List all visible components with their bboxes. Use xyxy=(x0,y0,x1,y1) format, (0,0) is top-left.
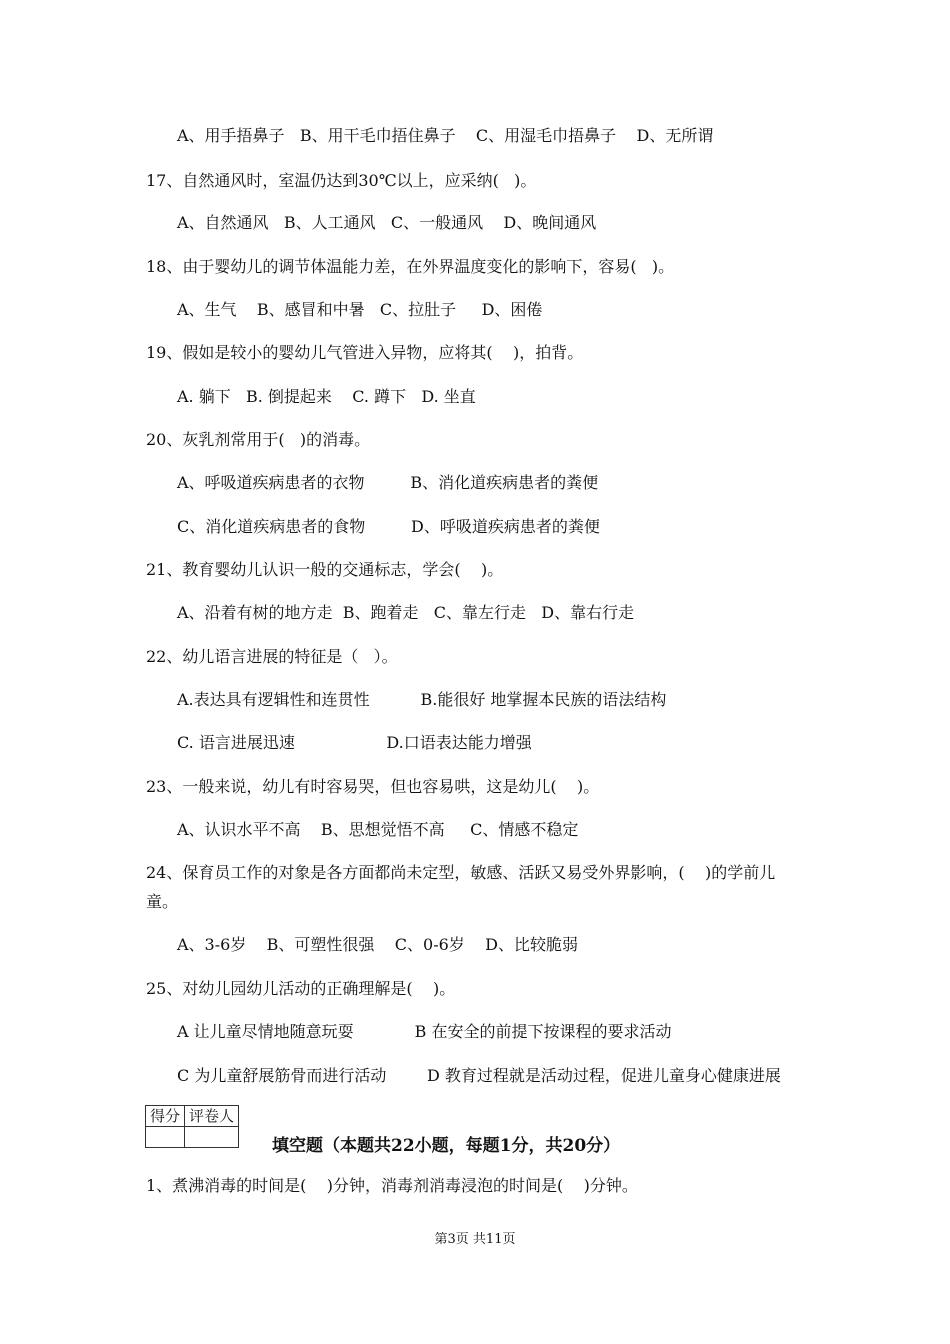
option-line: A、生气 B、感冒和中暑 C、拉肚子 D、困倦 xyxy=(177,300,543,319)
question-line: 19、假如是较小的婴幼儿气管进入异物，应将其( )，拍背。 xyxy=(146,343,584,362)
question-line: 17、自然通风时，室温仍达到30℃以上，应采纳( )。 xyxy=(146,171,537,190)
question-line: 1、煮沸消毒的时间是( )分钟，消毒剂消毒浸泡的时间是( )分钟。 xyxy=(146,1176,638,1195)
question-line: 22、幼儿语言进展的特征是（ ）。 xyxy=(146,647,398,666)
question-line: 23、一般来说，幼儿有时容易哭，但也容易哄，这是幼儿( )。 xyxy=(146,777,600,796)
score-box xyxy=(145,1105,239,1148)
question-line: 童。 xyxy=(146,892,179,911)
option-line: A、用手捂鼻子 B、用干毛巾捂住鼻子 C、用湿毛巾捂鼻子 D、无所谓 xyxy=(177,126,714,145)
option-line: A、自然通风 B、人工通风 C、一般通风 D、晚间通风 xyxy=(177,213,597,232)
option-line: A、呼吸道疾病患者的衣物 B、消化道疾病患者的粪便 xyxy=(177,473,599,492)
grader-label: 评卷人 xyxy=(185,1106,239,1127)
option-line: A.表达具有逻辑性和连贯性 B.能很好 地掌握本民族的语法结构 xyxy=(177,690,667,709)
option-line: C. 语言进展迅速 D.口语表达能力增强 xyxy=(177,733,532,752)
question-line: 18、由于婴幼儿的调节体温能力差，在外界温度变化的影响下，容易( )。 xyxy=(146,257,675,276)
option-line: A 让儿童尽情地随意玩耍 B 在安全的前提下按课程的要求活动 xyxy=(177,1022,672,1041)
score-label: 得分 xyxy=(146,1106,185,1127)
option-line: C、消化道疾病患者的食物 D、呼吸道疾病患者的粪便 xyxy=(177,517,600,536)
option-line: C 为儿童舒展筋骨而进行活动 D 教育过程就是活动过程，促进儿童身心健康进展 xyxy=(177,1066,781,1085)
option-line: A、认识水平不高 B、思想觉悟不高 C、情感不稳定 xyxy=(177,820,579,839)
question-line: 20、灰乳剂常用于( )的消毒。 xyxy=(146,430,371,449)
score-cell xyxy=(146,1127,185,1148)
question-line: 25、对幼儿园幼儿活动的正确理解是( )。 xyxy=(146,979,456,998)
option-line: A、3-6岁 B、可塑性很强 C、0-6岁 D、比较脆弱 xyxy=(177,935,578,954)
section-title: 填空题（本题共22小题，每题1分，共20分） xyxy=(272,1136,621,1156)
question-line: 21、教育婴幼儿认识一般的交通标志，学会( )。 xyxy=(146,560,504,579)
option-line: A. 躺下 B. 倒提起来 C. 蹲下 D. 坐直 xyxy=(177,387,476,406)
option-line: A、沿着有树的地方走 B、跑着走 C、靠左行走 D、靠右行走 xyxy=(177,603,635,622)
question-line: 24、保育员工作的对象是各方面都尚未定型，敏感、活跃又易受外界影响，( )的学前儿 xyxy=(146,863,776,882)
page-footer: 第3页 共11页 xyxy=(434,1232,516,1247)
grader-cell xyxy=(185,1127,239,1148)
